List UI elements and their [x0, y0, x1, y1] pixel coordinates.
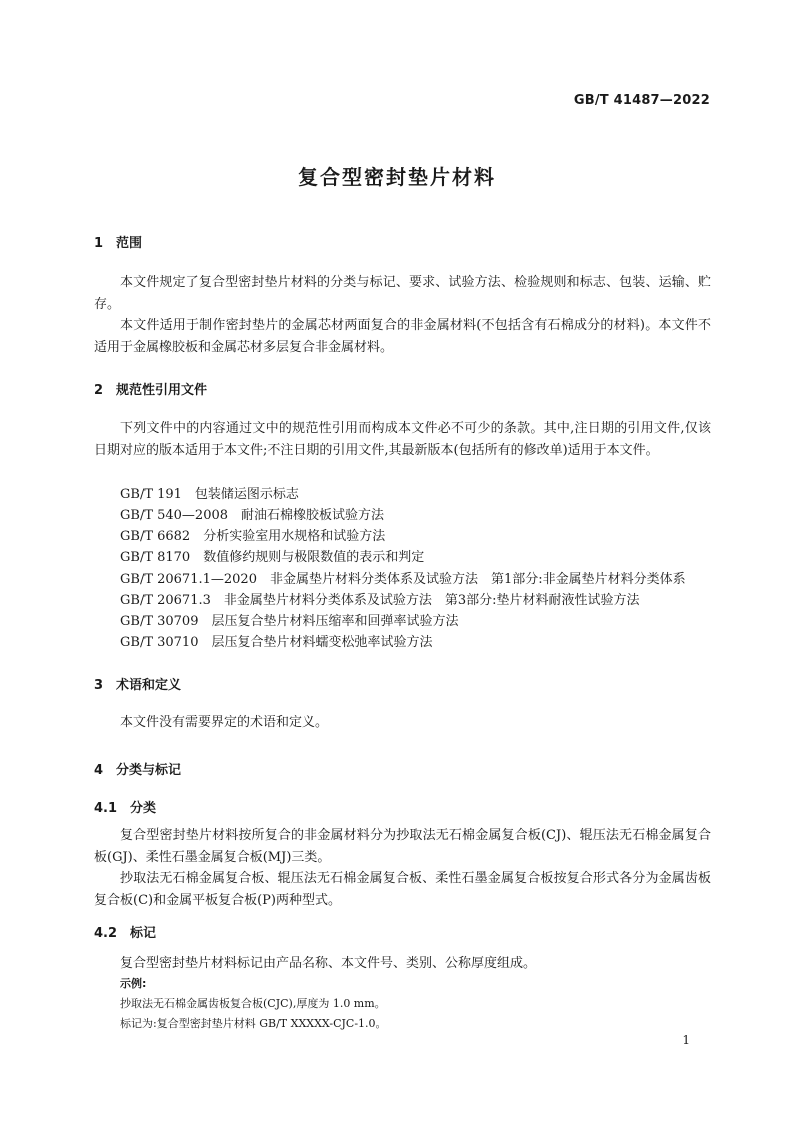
standard-code: GB/T 41487—2022 [573, 93, 710, 108]
example-line: 标记为:复合型密封垫片材料 GB/T XXXXX-CJC-1.0。 [120, 1017, 387, 1030]
normative-reference: GB/T 20671.1—2020 非金属垫片材料分类体系及试验方法 第1部分:非金属垫片材料分类体系 [120, 572, 686, 587]
section-4-1-paragraph-1: 复合型密封垫片材料按所复合的非金属材料分为抄取法无石棉金属复合板(CJ)、辊压法无石棉金属复合板(GJ)、柔性石墨金属复合板(MJ)三类。 [94, 828, 711, 865]
section-number: 4 [94, 763, 104, 778]
section-1-paragraph-2: 本文件适用于制作密封垫片的金属芯材两面复合的非金属材料(不包括含有石棉成分的材料)。本文件不适用于金属橡胶板和金属芯材多层复合非金属材料。 [94, 318, 711, 355]
normative-reference: GB/T 20671.3 非金属垫片材料分类体系及试验方法 第3部分:垫片材料耐液性试验方法 [120, 593, 640, 608]
section-title: 标记 [130, 926, 157, 941]
normative-reference: GB/T 540—2008 耐油石棉橡胶板试验方法 [120, 508, 385, 523]
section-number: 4.2 [94, 926, 118, 941]
section-title: 分类与标记 [116, 763, 182, 778]
section-2-heading [94, 379, 207, 398]
section-number: 4.1 [94, 801, 118, 816]
section-number: 1 [94, 236, 104, 251]
section-1-heading [94, 232, 142, 251]
section-4-heading [94, 759, 181, 778]
normative-reference: GB/T 191 包装储运图示标志 [120, 487, 299, 502]
section-number: 2 [94, 383, 104, 398]
section-title: 分类 [130, 801, 157, 816]
section-3-paragraph-1: 本文件没有需要界定的术语和定义。 [120, 715, 329, 730]
section-2-paragraph-1: 下列文件中的内容通过文中的规范性引用而构成本文件必不可少的条款。其中,注日期的引用文件,仅该日期对应的版本适用于本文件;不注日期的引用文件,其最新版本(包括所有的修改单)适用于本文件。 [94, 421, 711, 458]
example-line: 抄取法无石棉金属齿板复合板(CJC),厚度为 1.0 mm。 [120, 997, 386, 1010]
section-4-2-heading [94, 922, 156, 941]
section-title: 范围 [116, 236, 143, 251]
page-number: 1 [682, 1033, 690, 1047]
example-label: 示例: [120, 977, 147, 990]
document-title: 复合型密封垫片材料 [298, 165, 496, 189]
section-3-heading [94, 674, 181, 693]
section-title: 规范性引用文件 [116, 383, 208, 398]
section-1-paragraph-1: 本文件规定了复合型密封垫片材料的分类与标记、要求、试验方法、检验规则和标志、包装、运输、贮存。 [94, 275, 711, 312]
section-4-1-heading [94, 797, 156, 816]
section-title: 术语和定义 [116, 678, 182, 693]
normative-reference: GB/T 8170 数值修约规则与极限数值的表示和判定 [120, 550, 425, 565]
section-4-2-paragraph-1: 复合型密封垫片材料标记由产品名称、本文件号、类别、公称厚度组成。 [120, 956, 537, 971]
normative-reference: GB/T 6682 分析实验室用水规格和试验方法 [120, 529, 386, 544]
normative-reference: GB/T 30709 层压复合垫片材料压缩率和回弹率试验方法 [120, 614, 459, 629]
section-4-1-paragraph-2: 抄取法无石棉金属复合板、辊压法无石棉金属复合板、柔性石墨金属复合板按复合形式各分为金属齿板复合板(C)和金属平板复合板(P)两种型式。 [94, 871, 711, 908]
section-number: 3 [94, 678, 104, 693]
normative-reference: GB/T 30710 层压复合垫片材料蠕变松弛率试验方法 [120, 635, 433, 650]
